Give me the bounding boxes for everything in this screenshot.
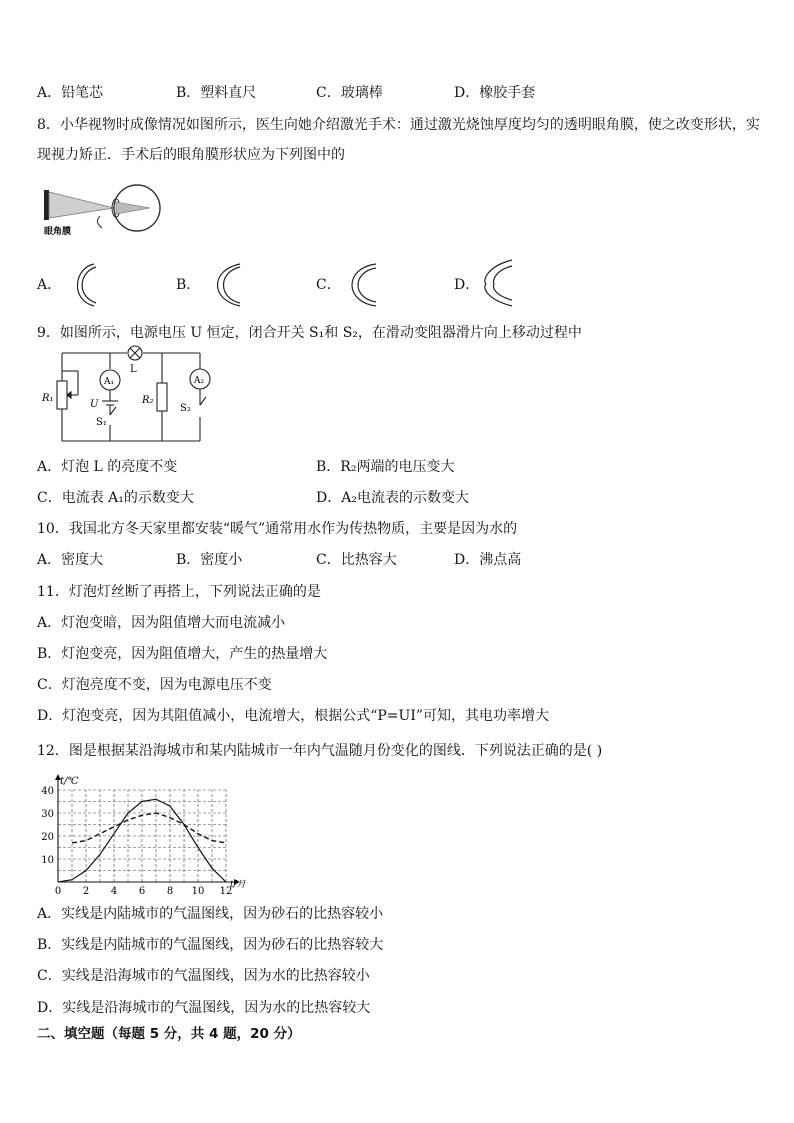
x-tick-label: 10 bbox=[191, 886, 205, 897]
y-tick-label: 10 bbox=[41, 855, 54, 866]
lamp-label: L bbox=[130, 364, 137, 375]
s1-label: S₁ bbox=[96, 417, 107, 428]
q7-option-b: B．塑料直尺 bbox=[176, 85, 257, 101]
s2-label: S₂ bbox=[180, 403, 191, 414]
q8-option-b: B． bbox=[176, 277, 201, 293]
y-tick-label: 30 bbox=[41, 809, 54, 820]
q11-option-b: B．灯泡变亮，因为阻值增大，产生的热量增大 bbox=[37, 646, 328, 662]
x-tick-label: 4 bbox=[110, 886, 118, 897]
q8-option-b-shape bbox=[204, 262, 244, 308]
x-tick-label: 0 bbox=[54, 886, 62, 897]
x-axis-label: t/月 bbox=[230, 880, 246, 890]
section2-title: 二、填空题（每题 5 分，共 4 题，20 分） bbox=[37, 1026, 301, 1042]
x-tick-label: 2 bbox=[82, 886, 90, 897]
u-label: U bbox=[90, 399, 99, 410]
r2-label: R₂ bbox=[142, 395, 154, 406]
refracted-cone bbox=[116, 202, 150, 214]
q12-option-b: B．实线是内陆城市的气温图线，因为砂石的比热容较大 bbox=[37, 937, 384, 953]
q8-option-a: A． bbox=[37, 277, 62, 293]
q9-stem: 9．如图所示，电源电压 U 恒定，闭合开关 S₁和 S₂，在滑动变阻器滑片向上移动过程中 bbox=[37, 325, 582, 341]
q10-option-b: B．密度小 bbox=[176, 552, 243, 568]
q10-option-a: A．密度大 bbox=[37, 552, 104, 568]
x-tick-label: 12 bbox=[219, 886, 233, 897]
a2-label: A₂ bbox=[194, 376, 205, 386]
q9-option-b: B．R₂两端的电压变大 bbox=[316, 459, 455, 475]
q11-option-c: C．灯泡亮度不变，因为电源电压不变 bbox=[37, 677, 272, 693]
eye-diagram bbox=[42, 178, 167, 240]
q7-option-d: D．橡胶手套 bbox=[454, 85, 536, 101]
q7-option-c: C．玻璃棒 bbox=[316, 85, 383, 101]
q9-option-d: D．A₂电流表的示数变大 bbox=[316, 490, 469, 506]
q7-option-a: A．铅笔芯 bbox=[37, 85, 104, 101]
y-tick-label: 40 bbox=[41, 786, 54, 797]
light-cone bbox=[49, 192, 114, 218]
object-bar bbox=[44, 190, 49, 220]
q12-option-c: C．实线是沿海城市的气温图线，因为水的比热容较小 bbox=[37, 968, 370, 984]
q11-stem: 11．灯泡灯丝断了再搭上，下列说法正确的是 bbox=[37, 584, 321, 600]
q12-stem: 12．图是根据某沿海城市和某内陆城市一年内气温随月份变化的图线．下列说法正确的是( ) bbox=[37, 743, 603, 759]
q8-option-c-shape bbox=[342, 262, 382, 308]
q8-stem-line2: 现视力矫正．手术后的眼角膜形状应为下列图中的 bbox=[37, 147, 345, 163]
q10-stem: 10．我国北方冬天家里都安装“暖气”通常用水作为传热物质，主要是因为水的 bbox=[37, 521, 518, 537]
a1-label: A₁ bbox=[104, 377, 115, 387]
q12-option-a: A．实线是内陆城市的气温图线，因为砂石的比热容较小 bbox=[37, 906, 384, 922]
cornea-label: 眼角膜 bbox=[44, 227, 72, 237]
q8-option-c: C． bbox=[316, 277, 341, 293]
circuit-diagram bbox=[40, 345, 230, 445]
y-tick-label: 20 bbox=[41, 832, 54, 843]
q9-option-c: C．电流表 A₁的示数变大 bbox=[37, 490, 194, 506]
temperature-chart bbox=[30, 770, 246, 897]
x-tick-label: 8 bbox=[166, 886, 174, 897]
q11-option-d: D．灯泡变亮，因为其阻值减小，电流增大，根据公式“P=UI”可知，其电功率增大 bbox=[37, 708, 550, 724]
q8-stem-line1: 8．小华视物时成像情况如图所示，医生向她介绍激光手术：通过激光烧蚀厚度均匀的透明眼角膜，使之改变形状，实 bbox=[37, 117, 760, 133]
y-axis-label: t/℃ bbox=[60, 776, 79, 787]
q11-option-a: A．灯泡变暗，因为阻值增大而电流减小 bbox=[37, 615, 286, 631]
series-dashed-line bbox=[72, 813, 226, 843]
q8-option-d-shape bbox=[478, 258, 518, 308]
q12-option-d: D．实线是沿海城市的气温图线，因为水的比热容较大 bbox=[37, 1000, 371, 1016]
cornea-shape bbox=[97, 216, 102, 228]
q8-option-d: D． bbox=[454, 277, 480, 293]
x-tick-label: 6 bbox=[138, 886, 146, 897]
q8-option-a-shape bbox=[66, 262, 106, 308]
q10-option-c: C．比热容大 bbox=[316, 552, 397, 568]
q9-option-a: A．灯泡 L 的亮度不变 bbox=[37, 459, 178, 475]
q10-option-d: D．沸点高 bbox=[454, 552, 522, 568]
r1-label: R₁ bbox=[42, 393, 54, 404]
